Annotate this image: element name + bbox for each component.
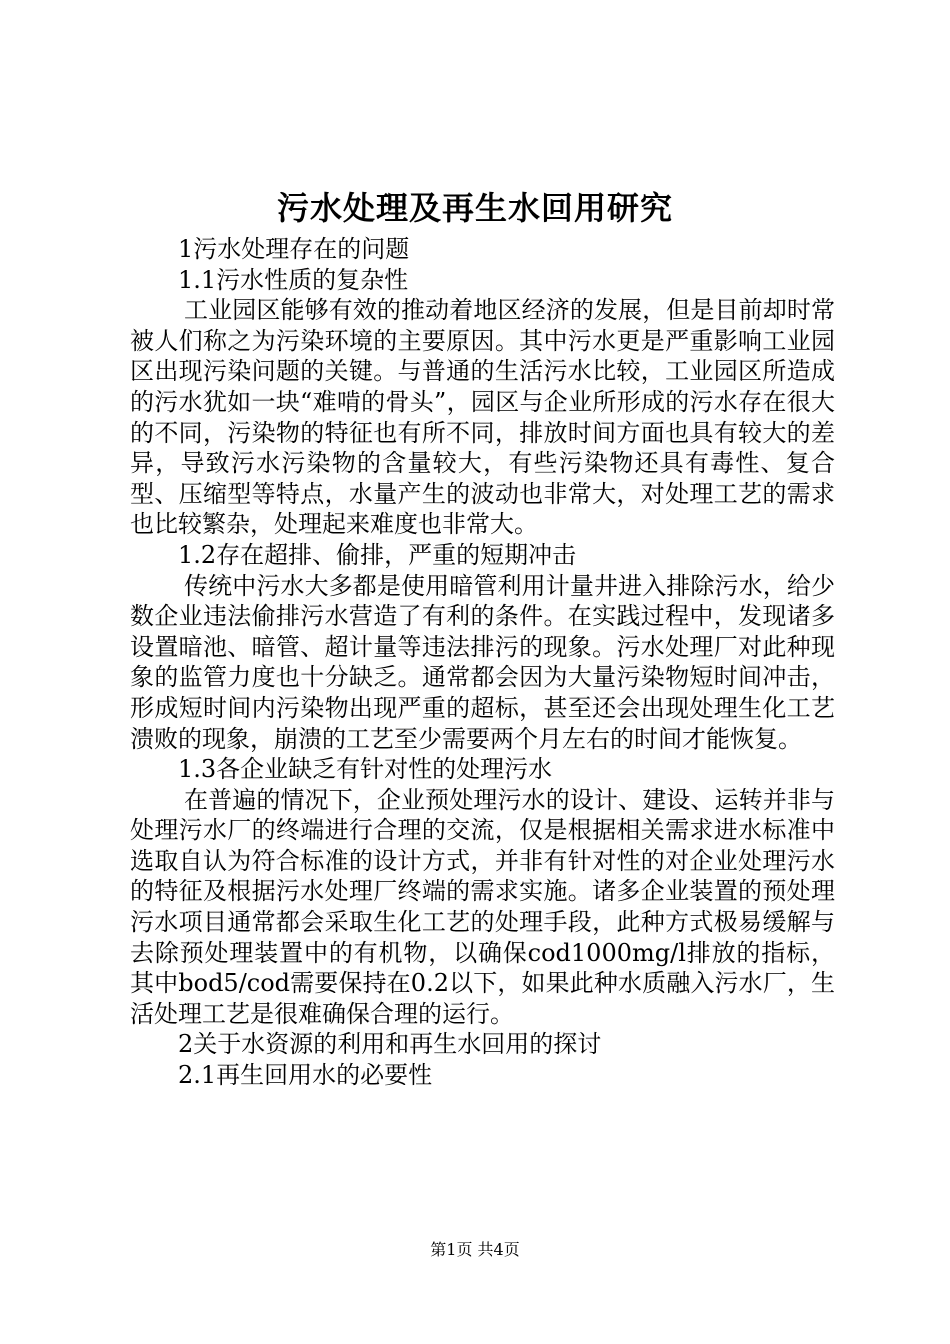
paragraph-1-2: 传统中污水大多都是使用暗管利用计量井进入排除污水，给少数企业违法偷排污水营造了有利的条件。在实践过程中，发现诸多设置暗池、暗管、超计量等违法排污的现象。污水处理厂对此种现象的监管力度也十分缺乏。通常都会因为大量污染物短时间冲击，形成短时间内污染物出现严重的超标，甚至还会出现处理生化工艺溃败的现象，崩溃的工艺至少需要两个月左右的时间才能恢复。 [130,571,835,753]
paragraph-1-1: 工业园区能够有效的推动着地区经济的发展，但是目前却时常被人们称之为污染环境的主要原因。其中污水更是严重影响工业园区出现污染问题的关键。与普通的生活污水比较，工业园区所造成的污水犹如一块“难啃的骨头”，园区与企业所形成的污水存在很大的不同，污染物的特征也有所不同，排放时间方面也具有较大的差异，导致污水污染物的含量较大，有些污染物还具有毒性、复合型、压缩型等特点，水量产生的波动也非常大，对处理工艺的需求也比较繁杂，处理起来难度也非常大。 [130,296,835,539]
section-heading-1: 1污水处理存在的问题 [178,235,410,263]
section-heading-1-2: 1.2存在超排、偷排，严重的短期冲击 [178,540,577,569]
section-heading-2-1: 2.1再生回用水的必要性 [178,1061,433,1090]
section-heading-1-1: 1.1污水性质的复杂性 [178,265,409,294]
document-title: 污水处理及再生水回用研究 [276,189,673,227]
section-heading-1-3: 1.3各企业缺乏有针对性的处理污水 [178,755,553,784]
page-footer: 第1页 共4页 [430,1240,520,1259]
section-heading-2: 2关于水资源的利用和再生水回用的探讨 [178,1030,602,1059]
document-body [130,234,835,1091]
paragraph-1-3: 在普遍的情况下，企业预处理污水的设计、建设、运转并非与处理污水厂的终端进行合理的交流，仅是根据相关需求进水标准中选取自认为符合标准的设计方式，并非有针对性的对企业处理污水的特征及根据污水处理厂终端的需求实施。诸多企业装置的预处理污水项目通常都会采取生化工艺的处理手段，此种方式极易缓解与去除预处理装置中的有机物，以确保cod1000mg/l排放的指标，其中bod5/cod需要保持在0.2以下，如果此种水质融入污水厂，生活处理工艺是很难确保合理的运行。 [130,785,835,1028]
